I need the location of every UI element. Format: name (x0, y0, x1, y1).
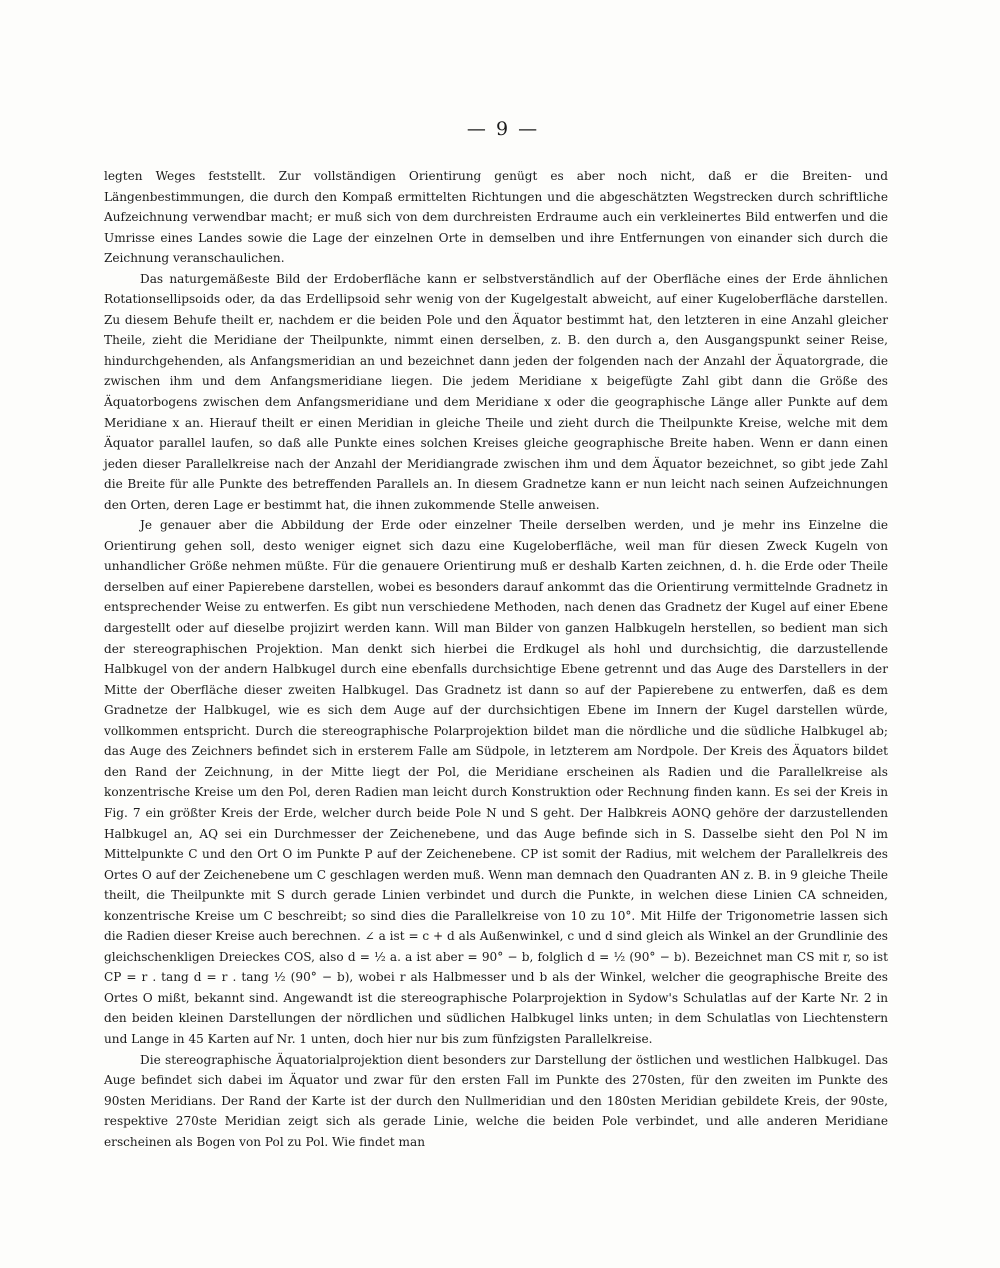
paragraph-2: Das naturgemäßeste Bild der Erdoberfläche kann er selbstverständlich auf der Oberfläche eines der Erde ähnlichen Rotationsellipsoids oder, da das Erdellipsoid sehr wenig von der Kugelgestalt abweicht, auf einer Kugeloberfläche darstellen. Zu diesem Behufe theilt er, nachdem er die beiden Pole und den Äquator bestimmt hat, den letzteren in eine Anzahl gleicher Theile, zieht die Meridiane der Theilpunkte, nimmt einen derselben, z. B. den durch a, den Ausgangspunkt seiner Reise, hindurchgehenden, als Anfangsmeridian an und bezeichnet dann jeden der folgenden nach der Anzahl der Äquatorgrade, die zwischen ihm und dem Anfangsmeridiane liegen. Die jedem Meridiane x beigefügte Zahl gibt dann die Größe des Äquatorbogens zwischen dem Anfangsmeridiane und dem Meridiane x oder die geographische Länge aller Punkte auf dem Meridiane x an. Hierauf theilt er einen Meridian in gleiche Theile und zieht durch die Theilpunkte Kreise, welche mit dem Äquator parallel laufen, so daß alle Punkte eines solchen Kreises gleiche geographische Breite haben. Wenn er dann einen jeden dieser Parallelkreise nach der Anzahl der Meridiangrade zwischen ihm und dem Äquator bezeichnet, so gibt jede Zahl die Breite für alle Punkte des betreffenden Parallels an. In diesem Gradnetze kann er nun leicht nach seinen Aufzeichnungen den Orten, deren Lage er bestimmt hat, die ihnen zukommende Stelle anweisen. (104, 271, 888, 512)
paragraph-4: Die stereographische Äquatorialprojektion dient besonders zur Darstellung der östlichen und westlichen Halbkugel. Das Auge befindet sich dabei im Äquator und zwar für den ersten Fall im Punkte des 270sten, für den zweiten im Punkte des 90sten Meridians. Der Rand der Karte ist der durch den Nullmeridian und den 180sten Meridian gebildete Kreis, der 90ste, respektive 270ste Meridian zeigt sich als gerade Linie, welche die beiden Pole verbindet, und alle anderen Meridiane erscheinen als Bogen von Pol zu Pol. Wie findet man (104, 1052, 888, 1149)
paragraph-1: legten Weges feststellt. Zur vollständigen Orientirung genügt es aber noch nicht, daß er die Breiten- und Längenbestimmungen, die durch den Kompaß ermittelten Richtungen und die abgeschätzten Wegstrecken durch schriftliche Aufzeichnung verwendbar macht; er muß sich von dem durchreisten Erdraume auch ein verkleinertes Bild entwerfen und die Umrisse eines Landes sowie die Lage der einzelnen Orte in demselben und ihre Entfernungen von einander sich durch die Zeichnung veranschaulichen. (104, 169, 888, 266)
page-number: — 9 — (466, 118, 540, 140)
paragraph-3: Je genauer aber die Abbildung der Erde oder einzelner Theile derselben werden, und je mehr ins Einzelne die Orientirung gehen soll, desto weniger eignet sich dazu eine Kugeloberfläche, weil man für diesen Zweck Kugeln von unhandlicher Größe nehmen müßte. Für die genauere Orientirung muß er deshalb Karten zeichnen, d. h. die Erde oder Theile derselben auf einer Papierebene darstellen, wobei es besonders darauf ankommt das die Orientirung vermittelnde Gradnetz in entsprechender Weise zu entwerfen. Es gibt nun verschiedene Methoden, nach denen das Gradnetz der Kugel auf einer Ebene dargestellt oder auf dieselbe projizirt werden kann. Will man Bilder von ganzen Halbkugeln herstellen, so bedient man sich der stereographischen Projektion. Man denkt sich hierbei die Erdkugel als hohl und durchsichtig, die darzustellende Halbkugel von der andern Halbkugel durch eine ebenfalls durchsichtige Ebene getrennt und das Auge des Darstellers in der Mitte der Oberfläche dieser zweiten Halbkugel. Das Gradnetz ist dann so auf der Papierebene zu entwerfen, daß es dem Gradnetze der Halbkugel, wie es sich dem Auge auf der durchsichtigen Ebene im Innern der Kugel darstellen würde, vollkommen entspricht. Durch die stereographische Polarprojektion bildet man die nördliche und die südliche Halbkugel ab; das Auge des Zeichners befindet sich in ersterem Falle am Südpole, in letzterem am Nordpole. Der Kreis des Äquators bildet den Rand der Zeichnung, in der Mitte liegt der Pol, die Meridiane erscheinen als Radien und die Parallelkreise als konzentrische Kreise um den Pol, deren Radien man leicht durch Konstruktion oder Rechnung finden kann. Es sei der Kreis in Fig. 7 ein größter Kreis der Erde, welcher durch beide Pole N und S geht. Der Halbkreis AONQ gehöre der darzustellenden Halbkugel an, AQ sei ein Durchmesser der Zeichenebene, und das Auge befinde sich in S. Dasselbe sieht den Pol N im Mittelpunkte C und den Ort O im Punkte P auf der Zeichenebene. CP ist somit der Radius, mit welchem der Parallelkreis des Ortes O auf der Zeichenebene um C geschlagen werden muß. Wenn man demnach den Quadranten AN z. B. in 9 gleiche Theile theilt, die Theilpunkte mit S durch gerade Linien verbindet und durch die Punkte, in welchen diese Linien CA schneiden, konzentrische Kreise um C beschreibt; so sind dies die Parallelkreise von 10 zu 10°. Mit Hilfe der Trigonometrie lassen sich die Radien dieser Kreise auch berechnen. ∠ a ist = c + d als Außenwinkel, c und d sind gleich als Winkel an der Grundlinie des gleichschenkligen Dreieckes COS, also d = ½ a. a ist aber = 90° − b, folglich d = ½ (90° − b). Bezeichnet man CS mit r, so ist CP = r . tang d = r . tang ½ (90° − b), wobei r als Halbmesser und b als der Winkel, welcher die geographische Breite des Ortes O mißt, bekannt sind. Angewandt ist die stereographische Polarprojektion in Sydow's Schulatlas auf der Karte Nr. 2 in den beiden kleinen Darstellungen der nördlichen und südlichen Halbkugel links unten; in dem Schulatlas von Liechtenstern und Lange in 45 Karten auf Nr. 1 unten, doch hier nur bis zum fünfzigsten Parallelkreise. (104, 518, 889, 1046)
